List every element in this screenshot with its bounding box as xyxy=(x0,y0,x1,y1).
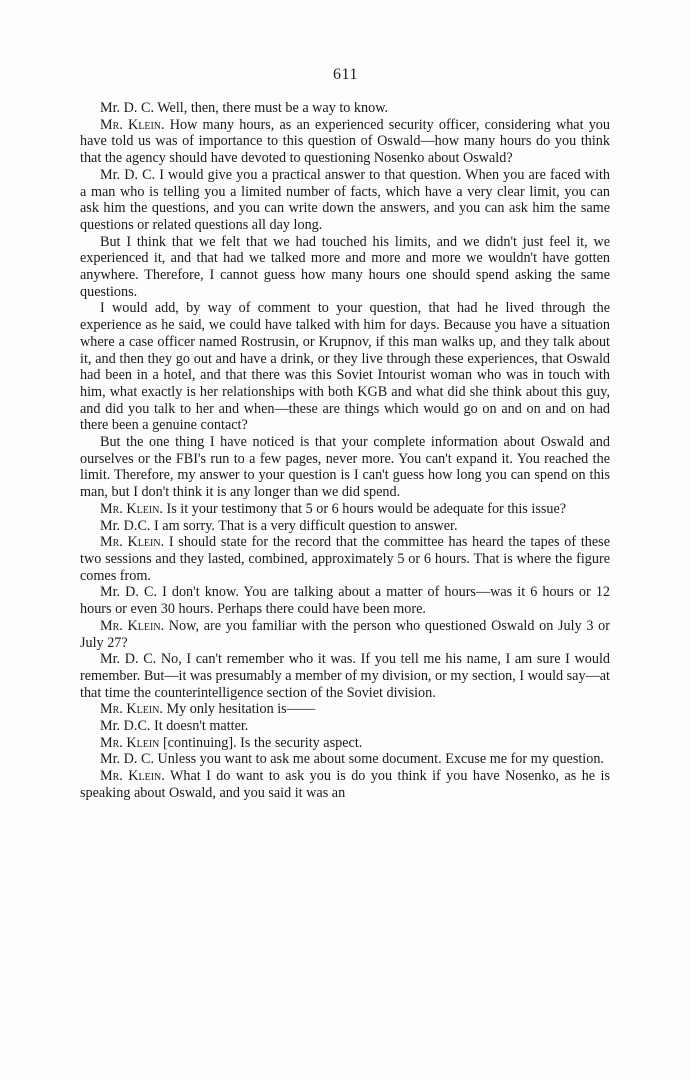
speaker-name: Mr. D. C. xyxy=(100,100,154,116)
speaker-name: Mr. D.C. xyxy=(100,517,151,534)
paragraph-text: But I think that we felt that we had touched his limits, and we didn't just feel it, we experienced it, and that had we talked more and more and more we wouldn't have gotten anywhere. Therefore, I cannot guess how many hours one should spend asking the same questions. xyxy=(80,233,610,300)
transcript-paragraph xyxy=(80,518,610,535)
paragraph-text: Now, are you familiar with the person who questioned Oswald on July 3 or July 27? xyxy=(80,617,610,651)
paragraph-text: I should state for the record that the committee has heard the tapes of these two sessions and they lasted, combined, approximately 5 or 6 hours. That is where the figure comes from. xyxy=(80,534,610,584)
speaker-name: Mr. D.C. xyxy=(100,718,151,735)
paragraph-text: I would give you a practical answer to that question. When you are faced with a man who is telling you a limited number of facts, which have a very clear limit, you can ask him the questions, and you can write down the answers, and you can ask him the same questions or related questions all day long. xyxy=(80,166,611,233)
speaker-name: Mr. Klein. xyxy=(100,534,165,551)
speaker-name: Mr. Klein. xyxy=(100,768,165,785)
speaker-name: Mr. Klein xyxy=(100,734,160,751)
paragraph-text: But the one thing I have noticed is that your complete information about Oswald and ourselves or the FBI's run to a few pages, never more. You can't expand it. You reached the limit. Therefore, my answer to your question is I can't guess how long you can spend on this man, but I don't think it is any longer than we did spend. xyxy=(80,434,610,501)
transcript-paragraph xyxy=(80,701,610,718)
transcript-paragraph xyxy=(80,751,610,768)
transcript-paragraph xyxy=(80,718,610,735)
paragraph-text: I am sorry. That is a very difficult question to answer. xyxy=(150,517,458,534)
paragraph-text: It doesn't matter. xyxy=(150,718,249,735)
speaker-name: Mr. Klein. xyxy=(100,701,163,718)
paragraph-text: Well, then, there must be a way to know. xyxy=(154,100,389,116)
paragraph-text: I would add, by way of comment to your question, that had he lived through the experience as he said, we could have talked with him for days. Because you have a situation where a case officer named Rostrusin, or Krupnov, if this man walks up, and they talk about it, and then they go out and have a drink, or they live through these experiences, that Oswald had been in a hotel, and that there was this Soviet Intourist woman who was in touch with him, what exactly is her relationships with both KGB and what did she think about this guy, and did you talk to her and when—these are things which would go on and on and on had there been a genuine contact? xyxy=(80,300,610,434)
transcript-paragraph xyxy=(80,618,610,651)
speaker-name: Mr. Klein. xyxy=(100,617,165,634)
transcript-paragraph xyxy=(80,234,610,301)
transcript-paragraph xyxy=(80,100,610,117)
paragraph-text: How many hours, as an experienced security officer, considering what you have told us was of importance to this question of Oswald—how many hours do you think that the agency should have devoted to questioning Nosenko about Oswald? xyxy=(80,116,610,167)
page-number: 611 xyxy=(333,66,358,83)
transcript-paragraph xyxy=(80,735,610,752)
paragraph-text: My only hesitation is—— xyxy=(162,701,316,718)
speaker-name: Mr. Klein. xyxy=(100,116,165,133)
paragraph-text: [continuing]. Is the security aspect. xyxy=(159,734,363,751)
transcript-paragraph xyxy=(80,300,610,434)
transcript-paragraph xyxy=(80,501,610,518)
paragraph-text: I don't know. You are talking about a matter of hours—was it 6 hours or 12 hours or even 30 hours. Perhaps there could have been more. xyxy=(80,584,611,618)
transcript-paragraph xyxy=(80,434,610,501)
speaker-name: Mr. D. C. xyxy=(100,651,157,668)
speaker-name: Mr. D. C. xyxy=(100,584,158,601)
paragraph-text: What I do want to ask you is do you think if you have Nosenko, as he is speaking about Oswald, and you said it was an xyxy=(80,768,610,801)
paragraph-text: Unless you want to ask me about some document. Excuse me for my question. xyxy=(154,751,604,768)
paragraph-text: Is it your testimony that 5 or 6 hours would be adequate for this issue? xyxy=(162,500,567,517)
speaker-name: Mr. Klein. xyxy=(100,500,163,517)
speaker-name: Mr. D. C. xyxy=(100,751,154,768)
transcript-paragraph xyxy=(80,167,610,234)
paragraph-text: No, I can't remember who it was. If you tell me his name, I am sure I would remember. But—it was presumably a member of my division, or my section, I would say—at that time the counterintelligence section of the Soviet division. xyxy=(80,651,610,701)
transcript-paragraph xyxy=(80,651,610,701)
transcript-paragraph xyxy=(80,534,610,584)
transcript-paragraph xyxy=(80,768,610,801)
speaker-name: Mr. D. C. xyxy=(100,166,156,183)
transcript-paragraph xyxy=(80,117,610,167)
transcript-body xyxy=(80,100,610,802)
transcript-paragraph xyxy=(80,584,610,617)
